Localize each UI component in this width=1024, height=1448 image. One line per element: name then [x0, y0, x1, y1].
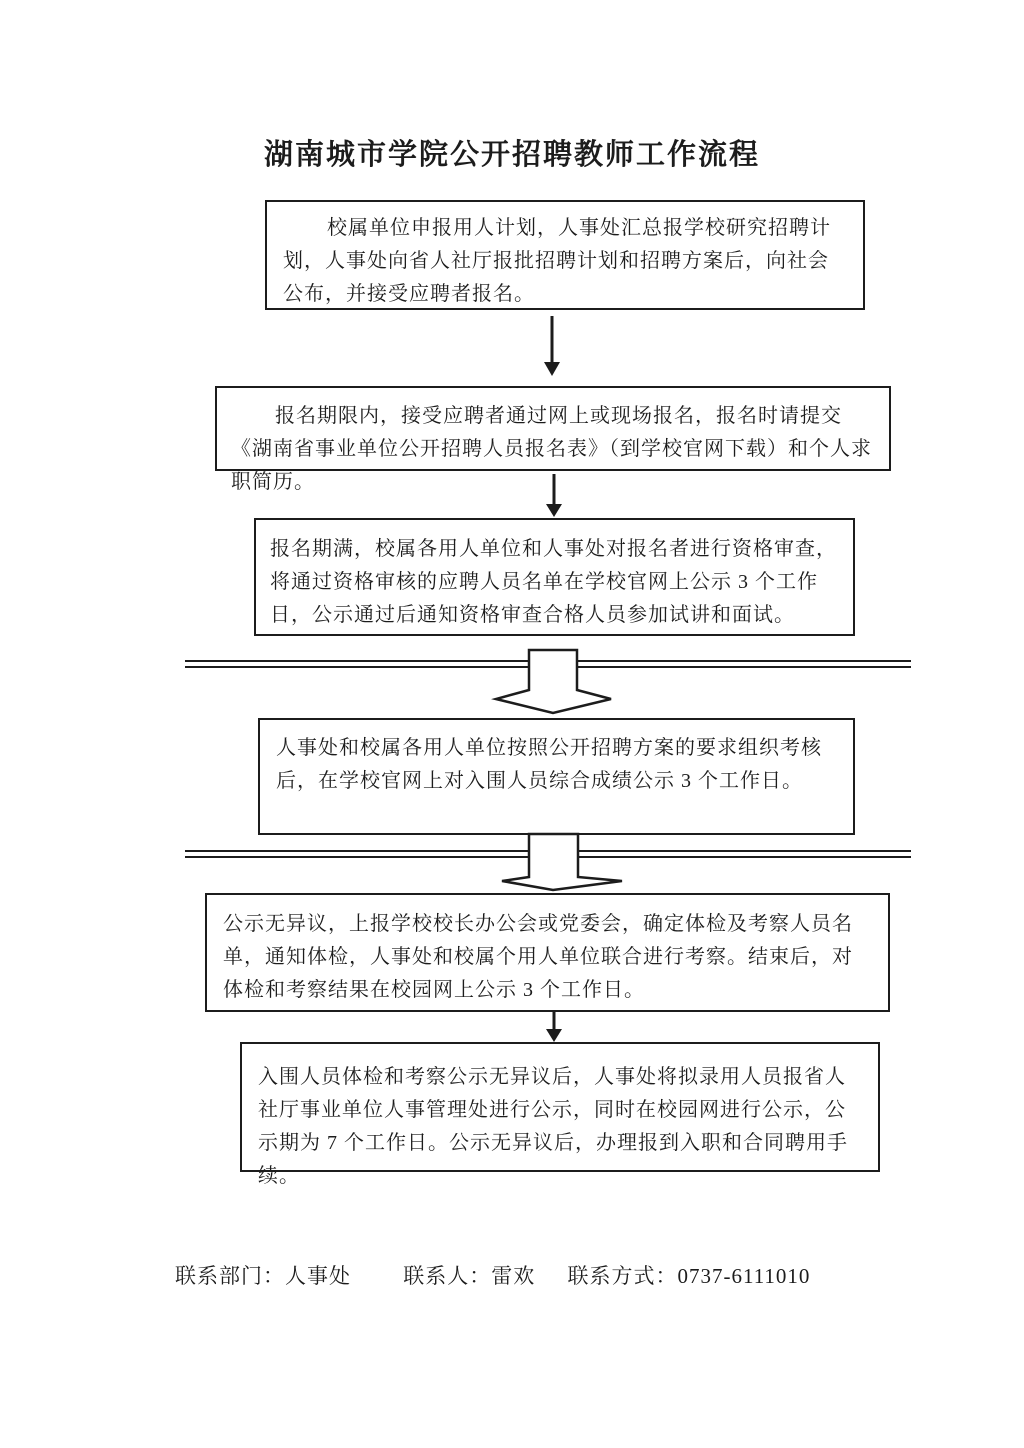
flow-step-3-text: 报名期满，校属各用人单位和人事处对报名者进行资格审查，将通过资格审核的应聘人员名单在学校官网上公示 3 个工作日，公示通过后通知资格审查合格人员参加试讲和面试。: [270, 538, 837, 626]
contact-department: 联系部门：人事处: [175, 1264, 351, 1288]
page-title: 湖南城市学院公开招聘教师工作流程: [263, 139, 760, 171]
flow-step-2: [215, 386, 891, 493]
down-arrow-icon: [543, 474, 565, 517]
flow-step-4: [258, 718, 855, 835]
flow-step-1-text: 校属单位申报用人计划，人事处汇总报学校研究招聘计划，人事处向省人社厅报批招聘计划和招聘方案后，向社会公布，并接受应聘者报名。: [283, 217, 831, 305]
contact-person: 联系人：雷欢: [403, 1264, 536, 1288]
flow-step-6-text: 入围人员体检和考察公示无异议后，人事处将拟录用人员报省人社厅事业单位人事管理处进行公示，同时在校园网进行公示，公示期为 7 个工作日。公示无异议后，办理报到入职和合同聘用手续。: [258, 1066, 848, 1187]
contact-info: [175, 1260, 810, 1290]
flow-step-3: [254, 518, 855, 636]
flow-step-4-text: 人事处和校属各用人单位按照公开招聘方案的要求组织考核后，在学校官网上对入围人员综合成绩公示 3 个工作日。: [276, 737, 822, 792]
down-arrow-icon: [541, 316, 563, 376]
flow-step-2-text: 报名期限内，接受应聘者通过网上或现场报名，报名时请提交《湖南省事业单位公开招聘人员报名表》（到学校官网下载）和个人求职简历。: [231, 405, 872, 493]
down-arrow-icon: [543, 1012, 565, 1042]
contact-method: 联系方式：0737-6111010: [567, 1264, 811, 1288]
block-down-arrow-icon: [488, 644, 628, 718]
flow-step-6: [240, 1042, 880, 1187]
flow-step-5: [205, 893, 890, 1012]
flow-step-5-text: 公示无异议，上报学校校长办公会或党委会，确定体检及考察人员名单，通知体检，人事处和校属个用人单位联合进行考察。结束后，对体检和考察结果在校园网上公示 3 个工作日。: [223, 913, 853, 1001]
block-down-arrow-icon: [488, 833, 628, 893]
flow-step-1: [265, 200, 865, 310]
